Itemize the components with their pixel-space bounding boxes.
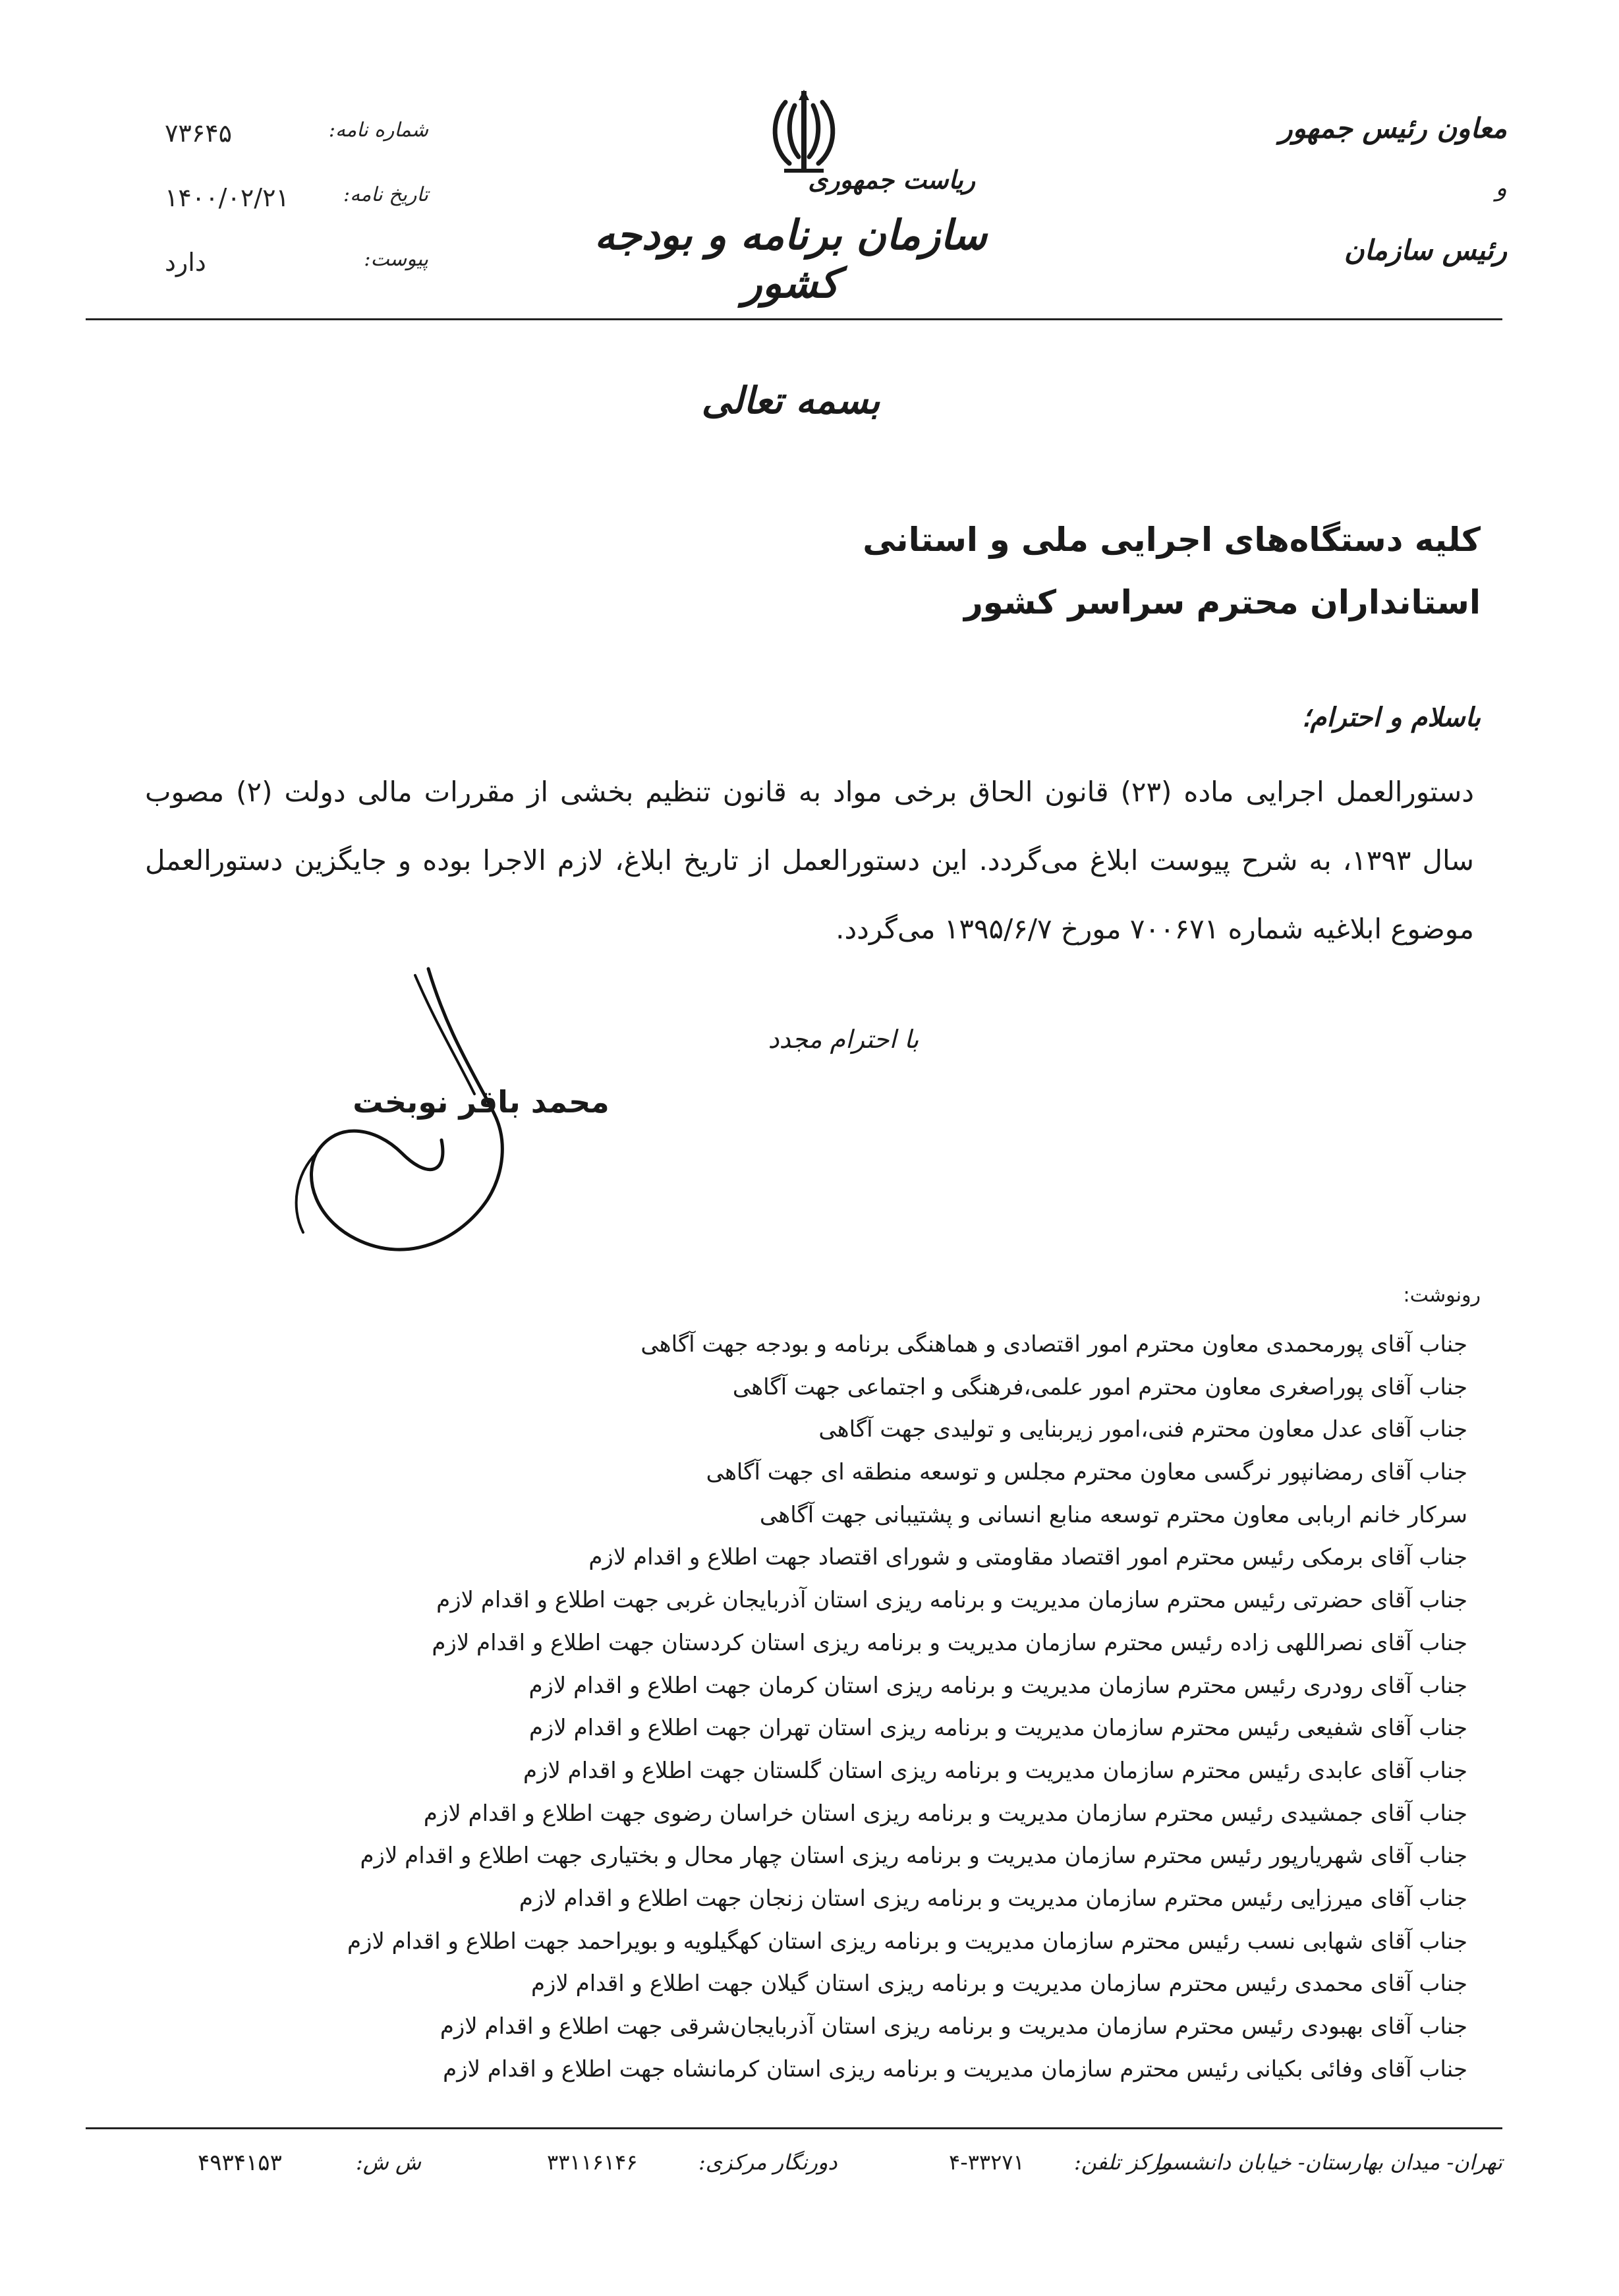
salutation: باسلام و احترام؛ — [1301, 702, 1481, 733]
org-title: سازمان برنامه و بودجه کشور — [594, 211, 987, 307]
cc-list — [215, 1323, 1467, 2090]
attachment-label: پیوست: — [364, 248, 428, 271]
letter-date-label: تاریخ نامه: — [343, 183, 428, 206]
cc-item: جناب آقای نصراللهی زاده رئیس محترم سازمان مدیریت و برنامه ریزی استان کردستان جهت اطلاع و اقدام لازم — [432, 1629, 1467, 1656]
cc-item: جناب آقای محمدی رئیس محترم سازمان مدیریت و برنامه ریزی استان گیلان جهت اطلاع و اقدام لازم — [530, 1970, 1467, 1997]
cc-item: جناب آقای میرزایی رئیس محترم سازمان مدیریت و برنامه ریزی استان زنجان جهت اطلاع و اقدام لازم — [519, 1885, 1467, 1912]
cc-item: جناب آقای بهبودی رئیس محترم سازمان مدیریت و برنامه ریزی استان آذربایجان‌شرقی جهت اطلاع و اقدام لازم — [440, 2013, 1467, 2040]
footer-tel-label: مرکز تلفن: — [1074, 2150, 1172, 2175]
cc-item: جناب آقای عدل معاون محترم فنی،امور زیربنایی و تولیدی جهت آگاهی — [818, 1416, 1467, 1443]
cc-item: جناب آقای برمکی رئیس محترم امور اقتصاد مقاومتی و شورای اقتصاد جهت اطلاع و اقدام لازم — [588, 1544, 1467, 1571]
letter-date-value: ۱۴۰۰/۰۲/۲۱ — [165, 183, 289, 212]
cc-item: جناب آقای عابدی رئیس محترم سازمان مدیریت و برنامه ریزی استان گلستان جهت اطلاع و اقدام لازم — [523, 1757, 1467, 1784]
sender-title-2: رئیس سازمان — [1344, 234, 1507, 266]
cc-item: جناب آقای رودری رئیس محترم سازمان مدیریت و برنامه ریزی استان کرمان جهت اطلاع و اقدام لازم — [528, 1672, 1467, 1699]
letter-metadata — [152, 119, 428, 312]
attachment-value: دارد — [165, 248, 206, 277]
cc-item: جناب آقای حضرتی رئیس محترم سازمان مدیریت و برنامه ریزی استان آذربایجان غربی جهت اطلاع و اقدام لازم — [436, 1587, 1467, 1614]
cc-item: جناب آقای وفائی بکیانی رئیس محترم سازمان مدیریت و برنامه ریزی استان کرمانشاه جهت اطلاع و اقدام لازم — [443, 2055, 1467, 2082]
letter-body: دستورالعمل اجرایی ماده (۲۳) قانون الحاق برخی مواد به قانون تنظیم بخشی از مقررات مالی دولت (۲) مصوب سال ۱۳۹۳، به شرح پیوست ابلاغ می‌گردد. این دستورالعمل از تاریخ ابلاغ، لازم الاجرا بوده و جایگزین دستورالعمل موضوع ابلاغیه شماره ۷۰۰۶۷۱ مورخ ۱۳۹۵/۶/۷ می‌گردد. — [145, 776, 1475, 945]
sender-title-1: معاون رئیس جمهور — [1279, 112, 1507, 144]
footer-postal: ۴۹۳۴۱۵۳ — [198, 2150, 282, 2176]
cc-item: جناب آقای شهابی نسب رئیس محترم سازمان مدیریت و برنامه ریزی استان کهگیلویه و بویراحمد جهت اطلاع و اقدام لازم — [347, 1928, 1467, 1955]
org-subtitle: ریاست جمهوری — [808, 165, 975, 194]
footer — [356, 2150, 1502, 2189]
closing: با احترام مجدد — [768, 1025, 919, 1054]
cc-item: جناب آقای جمشیدی رئیس محترم سازمان مدیریت و برنامه ریزی استان خراسان رضوی جهت اطلاع و اقدام لازم — [423, 1800, 1467, 1827]
header-divider — [86, 318, 1502, 320]
footer-address: تهران- میدان بهارستان- خیابان دانشسرا — [1154, 2150, 1502, 2175]
handwritten-signature — [277, 956, 554, 1298]
footer-fax: ۳۳۱۱۶۱۴۶ — [547, 2150, 638, 2175]
footer-postal-label: ش ش: — [356, 2150, 422, 2175]
cc-item: جناب آقای پورمحمدی معاون محترم امور اقتصادی و هماهنگی برنامه و بودجه جهت آگاهی — [640, 1331, 1467, 1358]
recipient-line-1: کلیه دستگاه‌های اجرایی ملی و استانی — [863, 521, 1481, 559]
attachment-row — [152, 248, 428, 312]
letter-date-row — [152, 183, 428, 248]
footer-tel: ۴-۳۳۲۷۱ — [949, 2150, 1025, 2175]
footer-divider — [86, 2127, 1502, 2129]
cc-item: جناب آقای شفیعی رئیس محترم سازمان مدیریت و برنامه ریزی استان تهران جهت اطلاع و اقدام لازم — [528, 1715, 1467, 1742]
cc-item: جناب آقای رمضانپور نرگسی معاون محترم مجلس و توسعه منطقه ای جهت آگاهی — [706, 1459, 1467, 1486]
letter-number-row — [152, 119, 428, 183]
cc-item: جناب آقای پوراصغری معاون محترم امور علمی،فرهنگی و اجتماعی جهت آگاهی — [732, 1373, 1467, 1400]
letter-number-label: شماره نامه: — [328, 119, 428, 142]
cc-item: سرکار خانم اربابی معاون محترم توسعه منابع انسانی و پشتیبانی جهت آگاهی — [759, 1501, 1467, 1528]
footer-fax-label: دورنگار مرکزی: — [698, 2150, 838, 2175]
recipient-line-2: استانداران محترم سراسر کشور — [963, 583, 1481, 621]
basmala: بسمه تعالی — [701, 379, 880, 422]
cc-item: جناب آقای شهریارپور رئیس محترم سازمان مدیریت و برنامه ریزی استان چهار محال و بختیاری جهت اطلاع و اقدام لازم — [360, 1843, 1467, 1870]
signer-name: محمد باقر نوبخت — [353, 1084, 610, 1120]
letter-number-value: ۷۳۶۴۵ — [165, 119, 233, 148]
sender-and: و — [1495, 175, 1507, 202]
cc-label: رونوشت: — [1403, 1284, 1481, 1307]
